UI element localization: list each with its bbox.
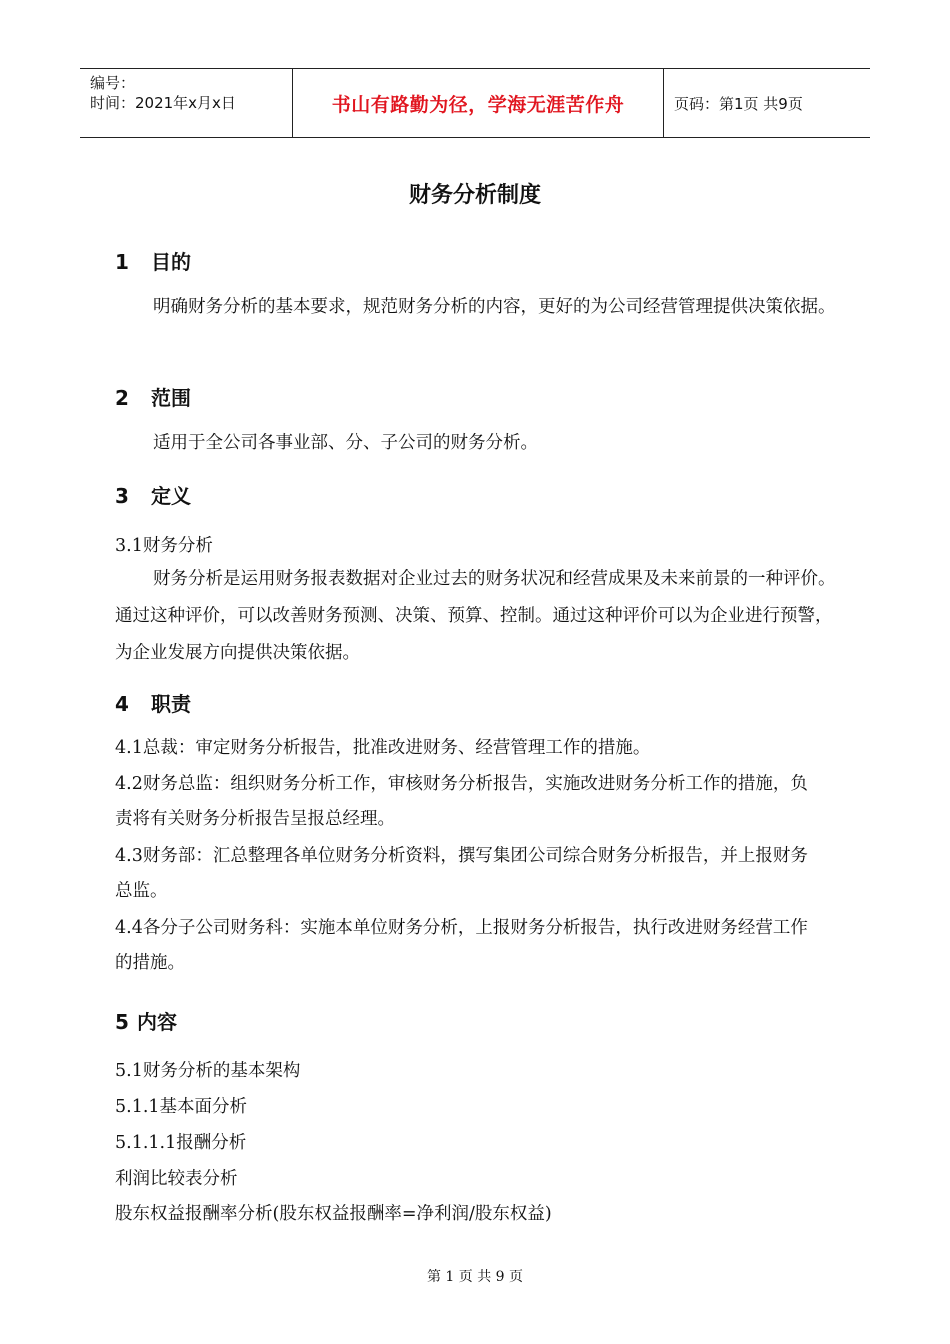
motto: 书山有路勤为径，学海无涯苦作舟 (292, 69, 664, 137)
content-line: 5.1.1.1报酬分析 (115, 1133, 247, 1153)
content-line: 5.1财务分析的基本架构 (115, 1061, 301, 1081)
section-number: 1 (115, 250, 129, 274)
section-2-heading (115, 382, 191, 411)
section-3-text: 财务分析是运用财务报表数据对企业过去的财务状况和经营成果及未来前景的一种评价。通过这种评价，可以改善财务预测、决策、预算、控制。通过这种评价可以为企业进行预警，为企业发展方向提供决策依据。 (115, 569, 836, 663)
page-info: 页码：第1页 共9页 (674, 94, 803, 113)
document-title: 财务分析制度 (408, 183, 541, 208)
section-5-heading (115, 1006, 177, 1035)
section-2-text: 适用于全公司各事业部、分、子公司的财务分析。 (153, 433, 538, 453)
section-1-text: 明确财务分析的基本要求，规范财务分析的内容，更好的为公司经营管理提供决策依据。 (153, 297, 836, 317)
section-title: 目的 (151, 250, 191, 274)
content-line: 利润比较表分析 (115, 1169, 238, 1189)
section-number: 3 (115, 484, 129, 508)
section-number: 5 (115, 1010, 129, 1034)
responsibility-item: 4.1总裁：审定财务分析报告，批准改进财务、经营管理工作的措施。 (115, 738, 651, 758)
responsibility-item: 4.2财务总监：组织财务分析工作，审核财务分析报告，实施改进财务分析工作的措施，负责将有关财务分析报告呈报总经理。 (115, 774, 808, 829)
header-table (80, 68, 870, 138)
content-line: 股东权益报酬率分析(股东权益报酬率=净利润/股东权益) (115, 1204, 552, 1224)
section-title: 定义 (151, 484, 191, 508)
header-left-cell (80, 69, 292, 137)
section-3-heading (115, 480, 191, 509)
number-label: 编号： (90, 74, 136, 92)
section-1-heading (115, 246, 191, 275)
section-number: 2 (115, 386, 129, 410)
section-3-1-heading: 3.1财务分析 (115, 536, 213, 556)
time-label: 时间：2021年x月x日 (90, 94, 236, 112)
page-footer: 第 1 页 共 9 页 (426, 1269, 524, 1285)
section-4-heading (115, 688, 191, 717)
content-line: 5.1.1基本面分析 (115, 1097, 248, 1117)
section-title: 范围 (151, 386, 191, 410)
section-number: 4 (115, 692, 129, 716)
responsibility-item: 4.3财务部：汇总整理各单位财务分析资料，撰写集团公司综合财务分析报告，并上报财务总监。 (115, 846, 808, 901)
section-title: 职责 (151, 692, 191, 716)
section-title: 内容 (137, 1010, 177, 1034)
responsibility-item: 4.4各分子公司财务科：实施本单位财务分析，上报财务分析报告，执行改进财务经营工作的措施。 (115, 918, 808, 973)
